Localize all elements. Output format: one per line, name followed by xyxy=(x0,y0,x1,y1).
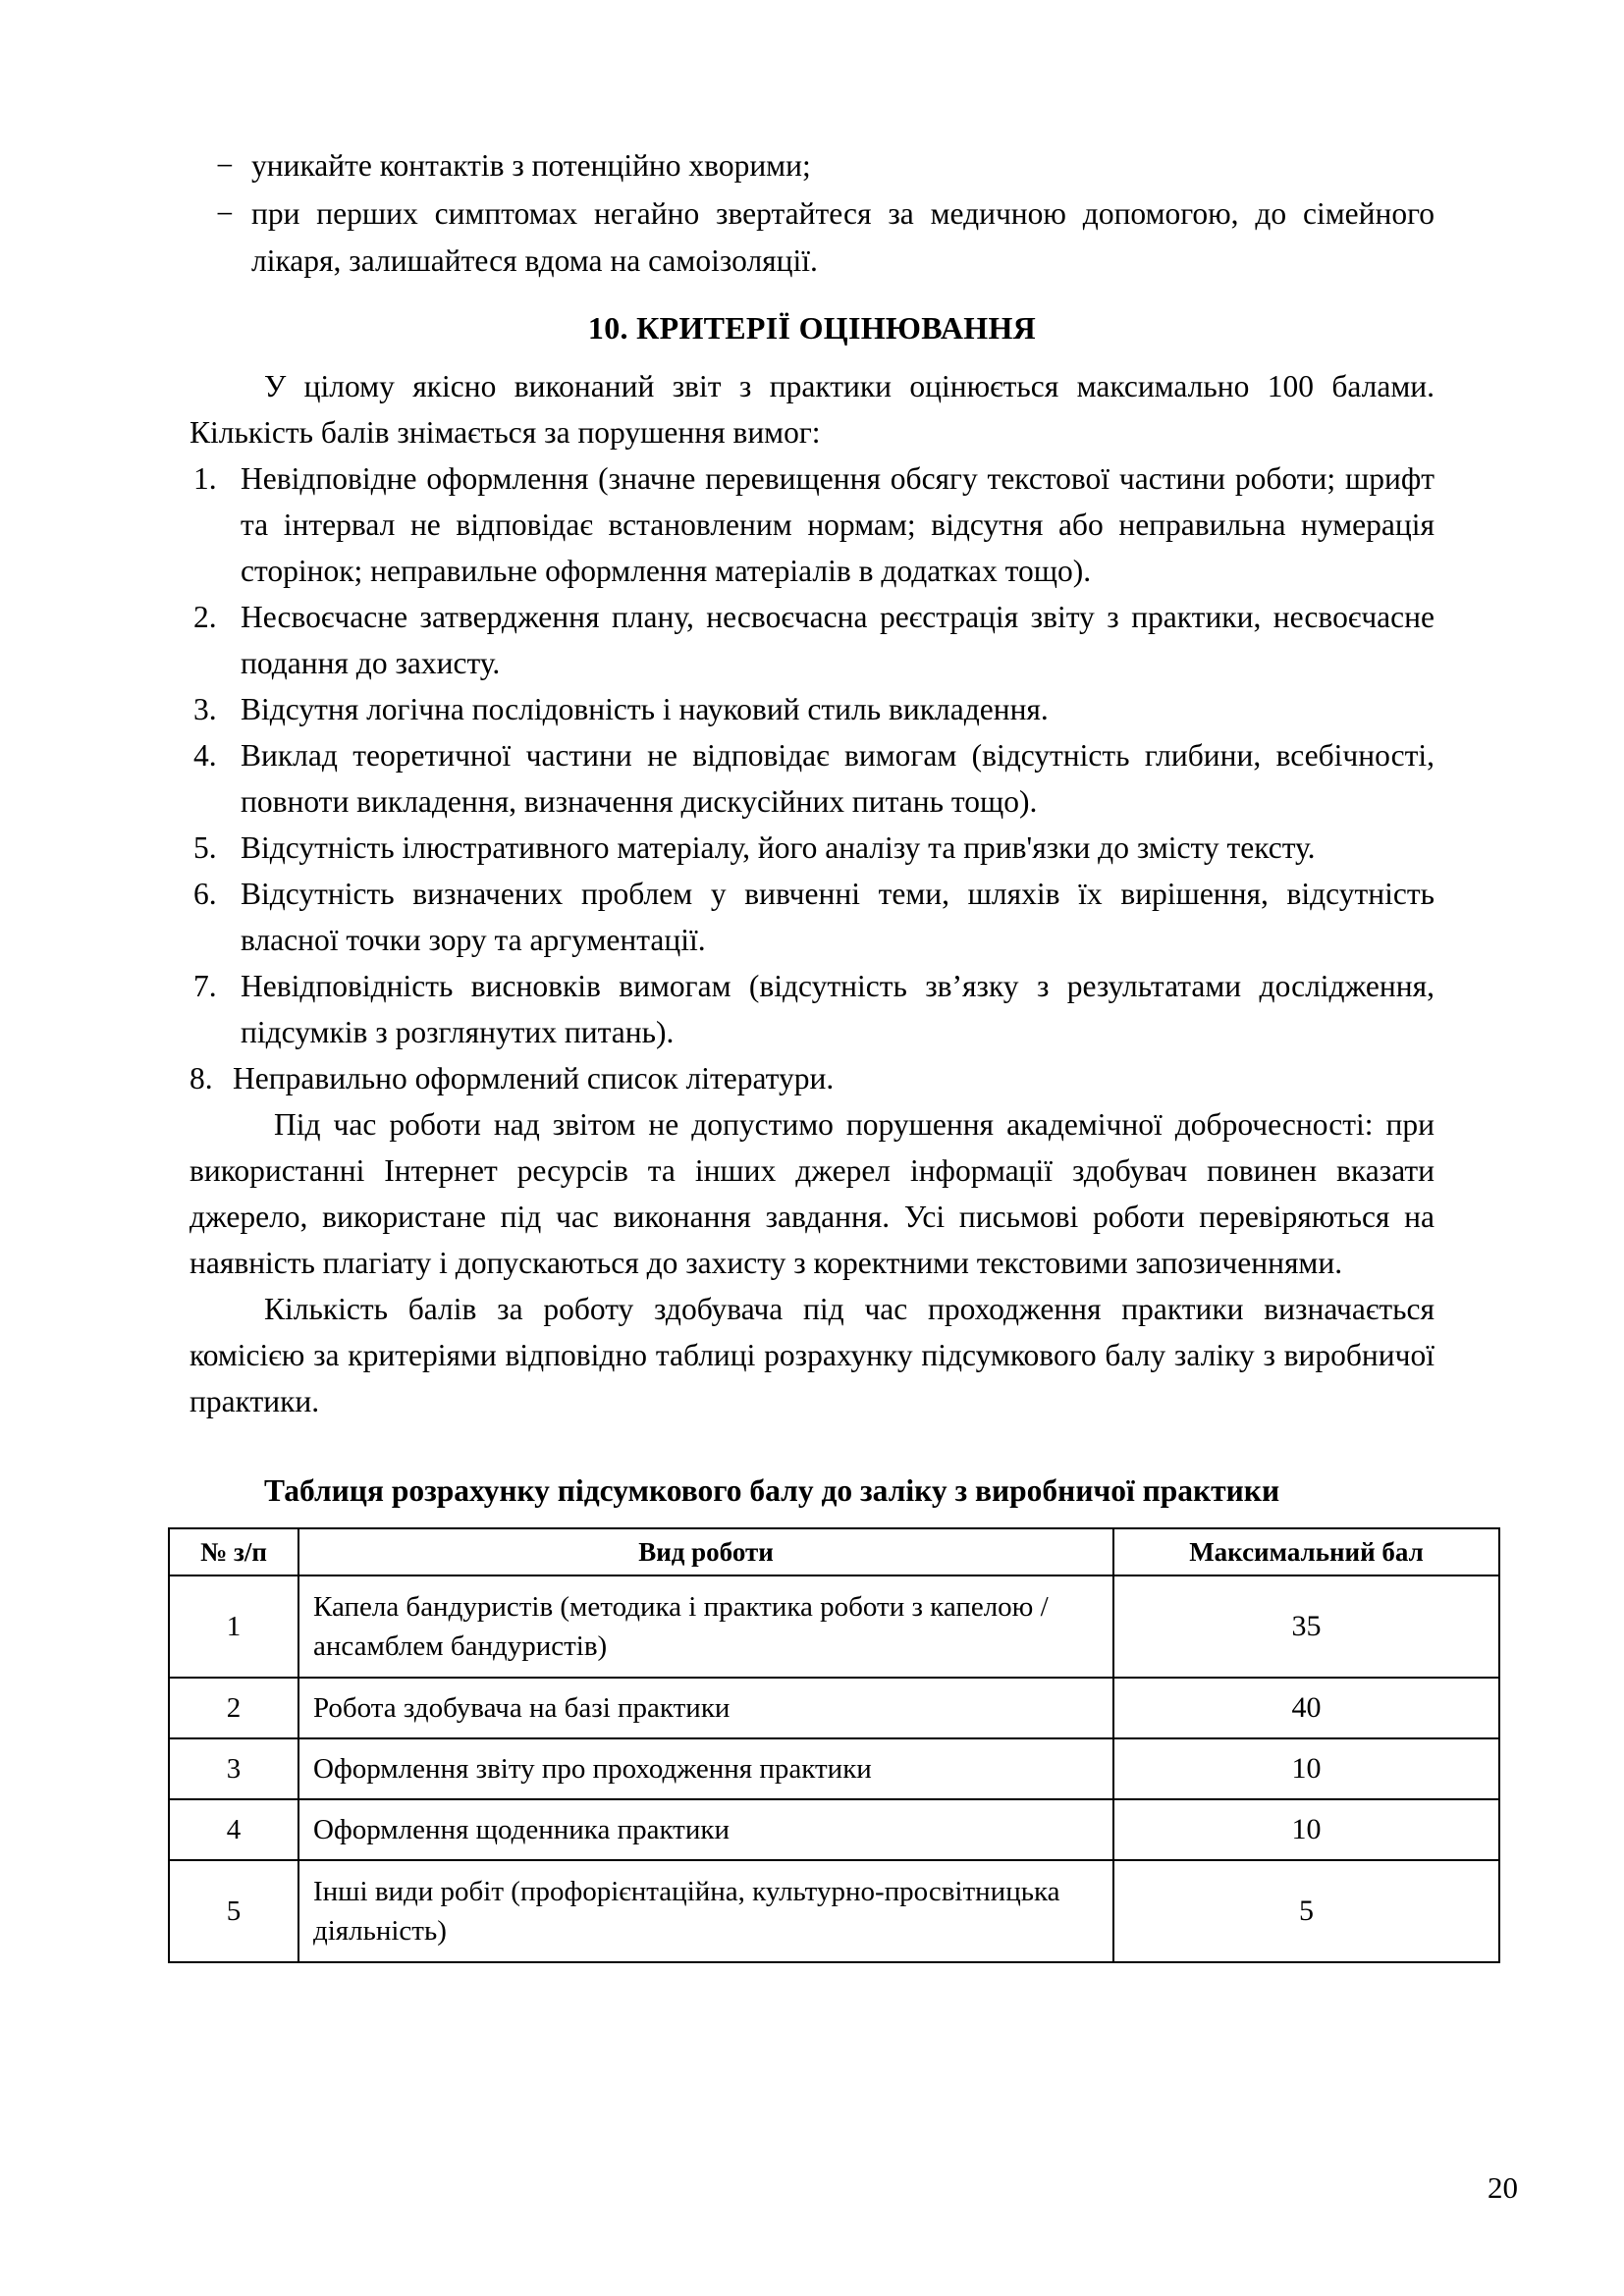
cell-work-type: Оформлення щоденника практики xyxy=(298,1799,1113,1860)
table-row xyxy=(169,1575,1499,1678)
list-item-text: Неправильно оформлений список літератури. xyxy=(233,1061,835,1095)
academic-integrity-paragraph: Під час роботи над звітом не допустимо порушення академічної доброчесності: при використанні Інтернет ресурсів та інших джерел інформації здобувач повинен вказати джерело, використане під час виконання завдання. Усі письмові роботи перевіряються на наявність плагіату і допускаються до захисту з коректними текстовими запозиченнями. xyxy=(189,1107,1435,1280)
cell-number: 3 xyxy=(169,1738,298,1799)
list-item xyxy=(189,455,1435,594)
table-header xyxy=(169,1528,1499,1575)
page-number: 20 xyxy=(1488,2170,1518,2205)
bullet-text: при перших симптомах негайно звертайтеся за медичною допомогою, до сімейного лікаря, залишайтеся вдома на самоізоляції. xyxy=(251,196,1435,278)
column-header-max-score: Максимальний бал xyxy=(1113,1528,1499,1575)
table-body xyxy=(169,1575,1499,1962)
cell-work-type: Інші види робіт (профорієнтаційна, культурно-просвітницька діяльність) xyxy=(298,1860,1113,1962)
table-row xyxy=(169,1678,1499,1738)
score-table xyxy=(168,1527,1500,1963)
table-row xyxy=(169,1860,1499,1962)
cell-max-score: 40 xyxy=(1113,1678,1499,1738)
list-item xyxy=(189,963,1435,1055)
list-item-number: 5. xyxy=(193,830,217,865)
list-item xyxy=(189,825,1435,871)
table-row xyxy=(169,1738,1499,1799)
cell-number: 1 xyxy=(169,1575,298,1678)
cell-max-score: 10 xyxy=(1113,1799,1499,1860)
list-item-text: Відсутність визначених проблем у вивченні теми, шляхів їх вирішення, відсутність власної точки зору та аргументації. xyxy=(241,877,1435,957)
cell-max-score: 5 xyxy=(1113,1860,1499,1962)
list-item xyxy=(189,190,1435,285)
list-item xyxy=(189,871,1435,963)
cell-number: 4 xyxy=(169,1799,298,1860)
column-header-number: № з/п xyxy=(169,1528,298,1575)
list-item-number: 3. xyxy=(193,692,217,726)
cell-work-type: Оформлення звіту про проходження практики xyxy=(298,1738,1113,1799)
cell-work-type: Робота здобувача на базі практики xyxy=(298,1678,1113,1738)
list-item xyxy=(189,142,1435,189)
list-item-text: Несвоєчасне затвердження плану, несвоєчасна реєстрація звіту з практики, несвоєчасне подання до захисту. xyxy=(241,600,1435,680)
cell-number: 5 xyxy=(169,1860,298,1962)
table-caption: Таблиця розрахунку підсумкового балу до заліку з виробничої практики xyxy=(264,1473,1280,1508)
precaution-bullet-list xyxy=(189,142,1435,285)
list-item xyxy=(189,594,1435,686)
list-item-text: Відсутня логічна послідовність і науковий стиль викладення. xyxy=(241,692,1049,726)
list-item xyxy=(189,1055,1435,1101)
cell-number: 2 xyxy=(169,1678,298,1738)
list-item-number: 1. xyxy=(193,461,217,496)
list-item-number: 4. xyxy=(193,738,217,773)
table-header-row xyxy=(169,1528,1499,1575)
dash-bullet-icon: − xyxy=(216,196,234,231)
list-item-number: 2. xyxy=(193,600,217,634)
list-item-number: 7. xyxy=(193,969,217,1003)
list-item xyxy=(189,732,1435,825)
list-item-number: 8. xyxy=(189,1061,213,1095)
list-item-number: 6. xyxy=(193,877,217,911)
commission-paragraph: Кількість балів за роботу здобувача під час проходження практики визначається комісією за критеріями відповідно таблиці розрахунку підсумкового балу заліку з виробничої практики. xyxy=(189,1292,1435,1418)
list-item-text: Невідповідне оформлення (значне перевищення обсягу текстової частини роботи; шрифт та інтервал не відповідає встановленим нормам; відсутня або неправильна нумерація сторінок; неправильне оформлення матеріалів в додатках тощо). xyxy=(241,461,1435,588)
list-item xyxy=(189,686,1435,732)
page-content xyxy=(189,142,1435,1963)
cell-work-type: Капела бандуристів (методика і практика роботи з капелою / ансамблем бандуристів) xyxy=(298,1575,1113,1678)
dash-bullet-icon: − xyxy=(216,148,234,183)
section-heading: 10. КРИТЕРІЇ ОЦІНЮВАННЯ xyxy=(587,310,1037,346)
criteria-list xyxy=(189,455,1435,1101)
intro-paragraph: У цілому якісно виконаний звіт з практики оцінюється максимально 100 балами. Кількість балів знімається за порушення вимог: xyxy=(189,369,1435,450)
cell-max-score: 35 xyxy=(1113,1575,1499,1678)
column-header-work-type: Вид роботи xyxy=(298,1528,1113,1575)
table-row xyxy=(169,1799,1499,1860)
list-item-text: Виклад теоретичної частини не відповідає вимогам (відсутність глибини, всебічності, повноти викладення, визначення дискусійних питань тощо). xyxy=(241,738,1435,819)
list-item-text: Відсутність ілюстративного матеріалу, його аналізу та прив'язки до змісту тексту. xyxy=(241,830,1316,865)
cell-max-score: 10 xyxy=(1113,1738,1499,1799)
list-item-text: Невідповідність висновків вимогам (відсутність зв’язку з результатами дослідження, підсумків з розглянутих питань). xyxy=(241,969,1435,1049)
bullet-text: уникайте контактів з потенційно хворими; xyxy=(251,148,811,183)
